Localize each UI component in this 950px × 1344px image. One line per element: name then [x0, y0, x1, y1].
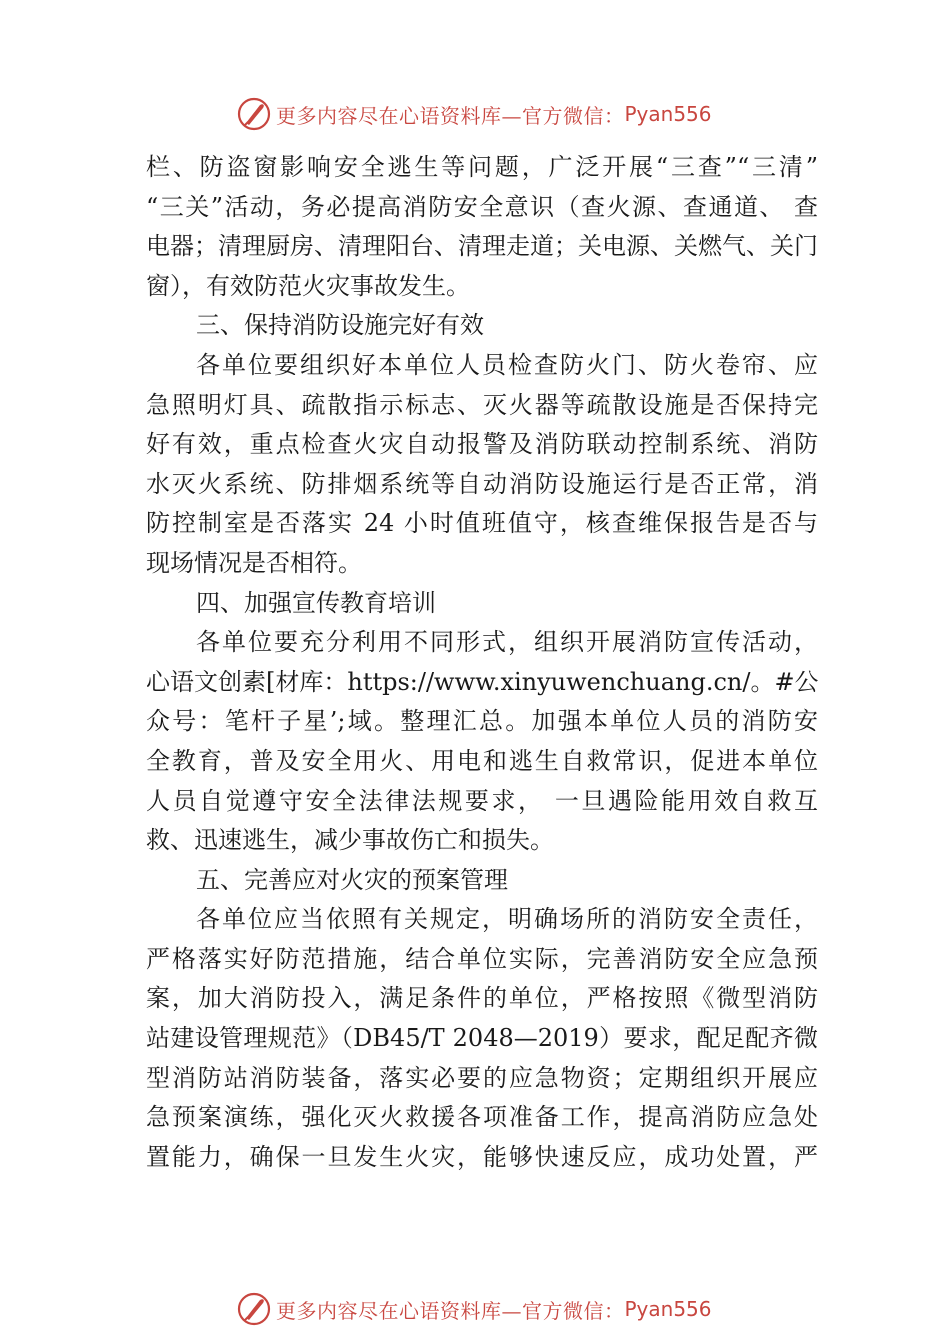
watermark-contact: Pyan556 — [624, 102, 712, 126]
paragraph-line: 各单位应当依照有关规定，明确场所的消防安全责任， — [196, 905, 818, 934]
paragraph-line: 严格落实好防范措施，结合单位实际，完善消防安全应急预 — [146, 944, 818, 973]
quill-logo-icon — [236, 1291, 272, 1327]
paragraph-line: 急预案演练，强化灭火救援各项准备工作，提高消防应急处 — [146, 1103, 818, 1132]
paragraph-line: 站建设管理规范》（DB45/T 2048—2019）要求，配足配齐微 — [146, 1024, 818, 1053]
section-heading: 三、保持消防设施完好有效 — [196, 311, 484, 340]
paragraph-line: 现场情况是否相符。 — [146, 548, 362, 577]
paragraph-line: 各单位要组织好本单位人员检查防火门、防火卷帘、应 — [196, 350, 818, 379]
paragraph-line: 全教育，普及安全用火、用电和逃生自救常识，促进本单位 — [146, 746, 818, 775]
section-heading: 四、加强宣传教育培训 — [196, 588, 436, 617]
paragraph-line: 救、迅速逃生，减少事故伤亡和损失。 — [146, 826, 554, 855]
header-watermark — [236, 94, 712, 134]
paragraph-line: 置能力，确保一旦发生火灾，能够快速反应，成功处置，严 — [146, 1142, 818, 1171]
footer-watermark — [236, 1289, 712, 1329]
document-body — [146, 148, 818, 1177]
section-heading: 五、完善应对火灾的预案管理 — [196, 865, 508, 894]
paragraph-line: 型消防站消防装备，落实必要的应急物资；定期组织开展应 — [146, 1063, 818, 1092]
quill-logo-icon — [236, 96, 272, 132]
paragraph-line: 人员自觉遵守安全法律法规要求， 一旦遇险能用效自救互 — [146, 786, 818, 815]
paragraph-line: 急照明灯具、疏散指示标志、灭火器等疏散设施是否保持完 — [146, 390, 818, 419]
paragraph-line: 窗），有效防范火灾事故发生。 — [146, 271, 470, 300]
paragraph-line: 心语文创素[材库：https://www.xinyuwenchuang.cn/。#公 — [146, 667, 819, 696]
paragraph-line: 好有效，重点检查火灾自动报警及消防联动控制系统、消防 — [146, 430, 818, 459]
paragraph-line: “三关”活动，务必提高消防安全意识（查火源、查通道、 查 — [146, 192, 818, 221]
watermark-text: 更多内容尽在心语资料库—官方微信： — [276, 103, 625, 128]
paragraph-line: 水灭火系统、防排烟系统等自动消防设施运行是否正常，消 — [146, 469, 818, 498]
paragraph-line: 案，加大消防投入，满足条件的单位，严格按照《微型消防 — [146, 984, 818, 1013]
paragraph-line: 电器；清理厨房、清理阳台、清理走道；关电源、关燃气、关门 — [146, 232, 818, 261]
watermark-contact: Pyan556 — [624, 1297, 712, 1321]
paragraph-line: 栏、防盗窗影响安全逃生等问题，广泛开展“三查”“三清” — [146, 153, 818, 181]
watermark-text: 更多内容尽在心语资料库—官方微信： — [276, 1298, 625, 1323]
paragraph-line: 众号：笔杆子星’;域。整理汇总。加强本单位人员的消防安 — [146, 707, 818, 736]
paragraph-line: 各单位要充分利用不同形式，组织开展消防宣传活动， — [196, 628, 818, 657]
paragraph-line: 防控制室是否落实 24 小时值班值守，核查维保报告是否与 — [146, 509, 818, 538]
